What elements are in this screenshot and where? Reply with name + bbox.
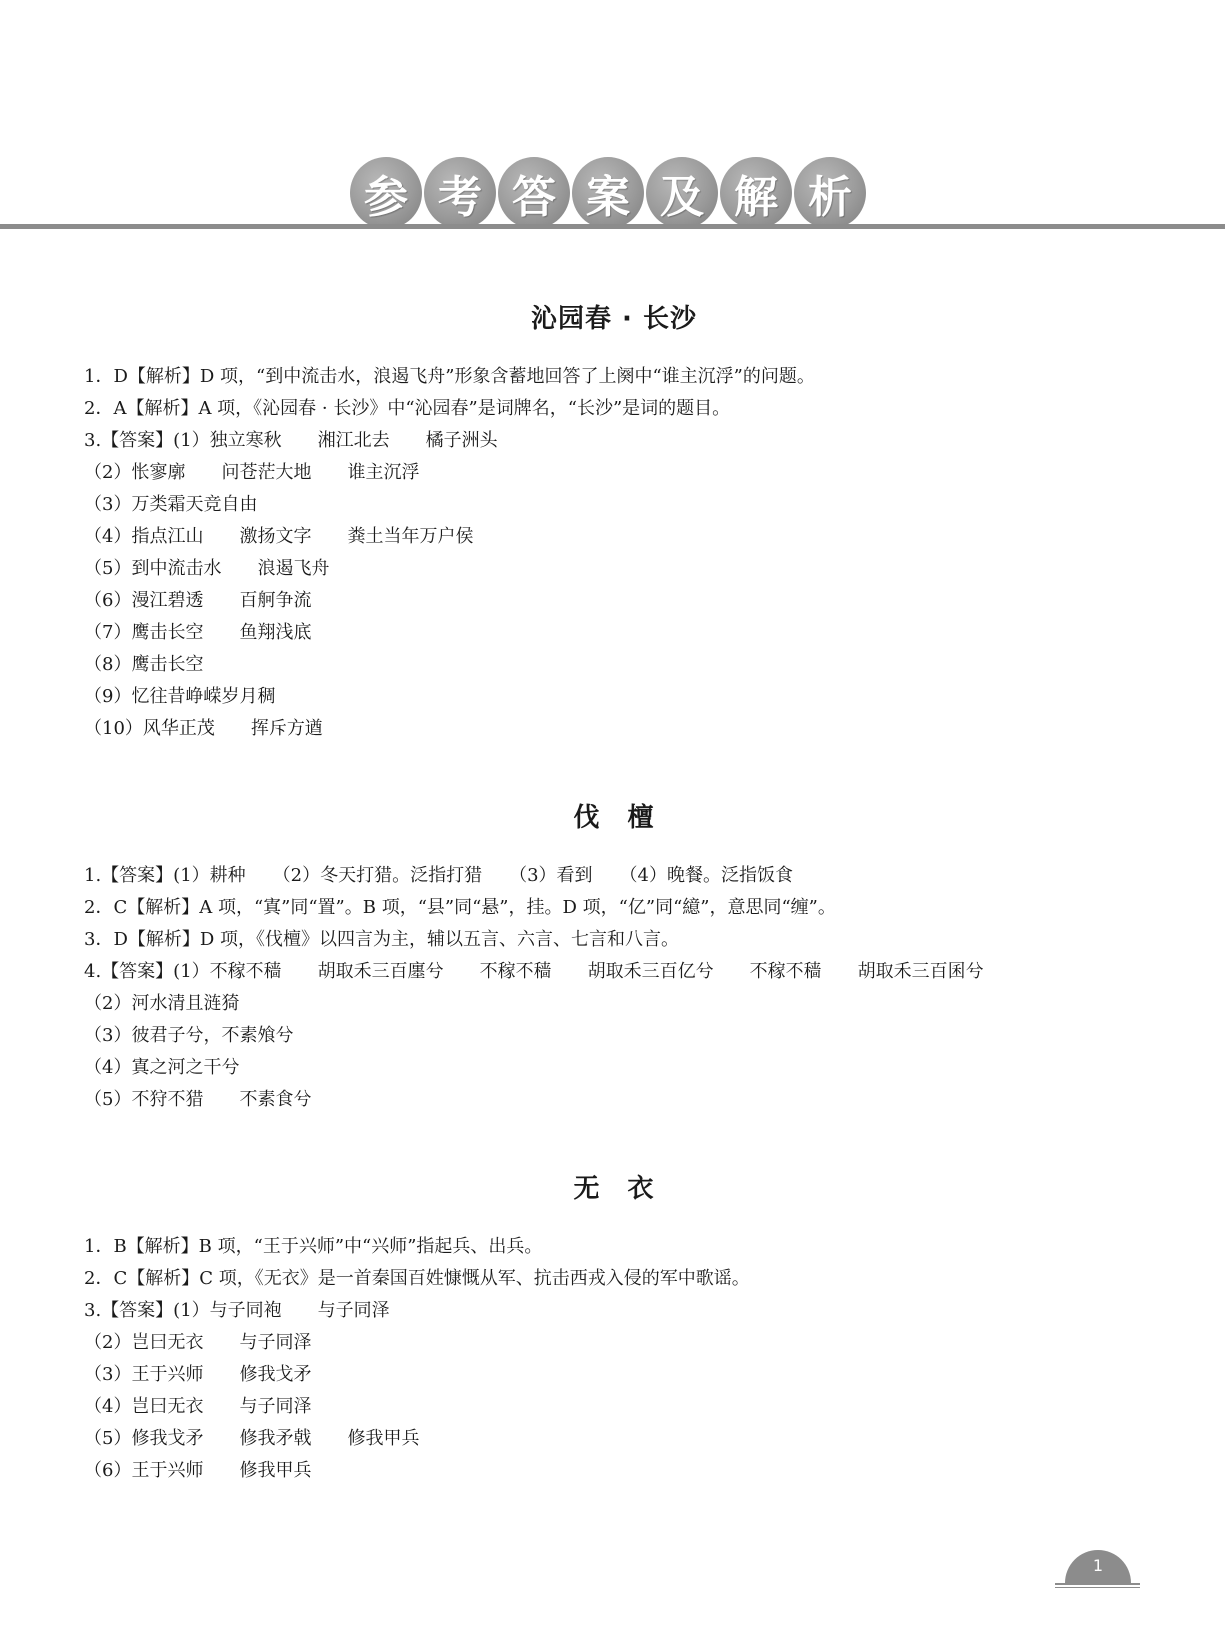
banner-char: 及 (646, 157, 718, 229)
answer-content (84, 280, 1144, 1487)
banner-char: 析 (794, 157, 866, 229)
answer-line: 1．D【解析】D 项，“到中流击水，浪遏飞舟”形象含蓄地回答了上阕中“谁主沉浮”的问题。 (84, 366, 815, 387)
answer-line: 2．C【解析】A 项，“寘”同“置”。B 项，“县”同“悬”，挂。D 项，“亿”同“繶”，意思同“缠”。 (84, 897, 836, 918)
section-title: 沁园春 · 长沙 (531, 304, 697, 334)
page-number: 1 (1092, 1556, 1104, 1575)
answer-line: （5）到中流击水 浪遏飞舟 (84, 558, 330, 579)
answer-line: （5）修我戈矛 修我矛戟 修我甲兵 (84, 1428, 420, 1449)
answer-line: （10）风华正茂 挥斥方遒 (84, 718, 323, 739)
answer-line: （8）鹰击长空 (84, 654, 204, 675)
banner-char: 考 (424, 157, 496, 229)
answer-line: 3.【答案】(1）与子同袍 与子同泽 (84, 1300, 390, 1321)
banner-title (350, 157, 868, 229)
answer-line: 3．D【解析】D 项，《伐檀》以四言为主，辅以五言、六言、七言和八言。 (84, 929, 680, 950)
section-wuyi (84, 1168, 1144, 1487)
banner-char: 参 (350, 157, 422, 229)
section-gap (84, 1116, 1144, 1150)
banner-char: 解 (720, 157, 792, 229)
page-number-badge (1055, 1550, 1140, 1590)
banner-char: 案 (572, 157, 644, 229)
banner-divider (0, 224, 1225, 229)
answer-line: （9）忆往昔峥嵘岁月稠 (84, 686, 276, 707)
answer-line: （4）指点江山 激扬文字 粪土当年万户侯 (84, 526, 474, 547)
answer-line: （2）河水清且涟猗 (84, 993, 240, 1014)
section-title: 伐 檀 (573, 803, 655, 833)
section-title: 无 衣 (573, 1174, 655, 1204)
answer-line: （2）怅寥廓 问苍茫大地 谁主沉浮 (84, 462, 420, 483)
answer-line: （2）岂曰无衣 与子同泽 (84, 1332, 312, 1353)
answer-line: （6）漫江碧透 百舸争流 (84, 590, 312, 611)
section-fatan (84, 797, 1144, 1116)
answer-line: （7）鹰击长空 鱼翔浅底 (84, 622, 312, 643)
answer-line: （6）王于兴师 修我甲兵 (84, 1460, 312, 1481)
answer-line: （5）不狩不猎 不素食兮 (84, 1089, 312, 1110)
banner (0, 0, 1225, 240)
answer-line: 1．B【解析】B 项，“王于兴师”中“兴师”指起兵、出兵。 (84, 1236, 543, 1257)
answer-line: 4.【答案】(1）不稼不穑 胡取禾三百廛兮 不稼不穑 胡取禾三百亿兮 不稼不穑 胡取禾三百囷兮 (84, 961, 984, 982)
page-rule (1055, 1587, 1140, 1588)
banner-char: 答 (498, 157, 570, 229)
answer-line: 3.【答案】(1）独立寒秋 湘江北去 橘子洲头 (84, 430, 498, 451)
section-gap (84, 745, 1144, 779)
answer-line: 2．A【解析】A 项，《沁园春 · 长沙》中“沁园春”是词牌名，“长沙”是词的题目。 (84, 398, 731, 419)
answer-line: （3）彼君子兮，不素飧兮 (84, 1025, 294, 1046)
section-qinyuanchun (84, 298, 1144, 745)
page-rule (1055, 1583, 1140, 1585)
answer-line: （4）寘之河之干兮 (84, 1057, 240, 1078)
answer-line: （3）王于兴师 修我戈矛 (84, 1364, 312, 1385)
answer-line: （3）万类霜天竞自由 (84, 494, 258, 515)
answer-line: （4）岂曰无衣 与子同泽 (84, 1396, 312, 1417)
answer-line: 1.【答案】(1）耕种 （2）冬天打猎。泛指打猎 （3）看到 （4）晚餐。泛指饭食 (84, 865, 794, 886)
answer-line: 2．C【解析】C 项，《无衣》是一首秦国百姓慷慨从军、抗击西戎入侵的军中歌谣。 (84, 1268, 750, 1289)
